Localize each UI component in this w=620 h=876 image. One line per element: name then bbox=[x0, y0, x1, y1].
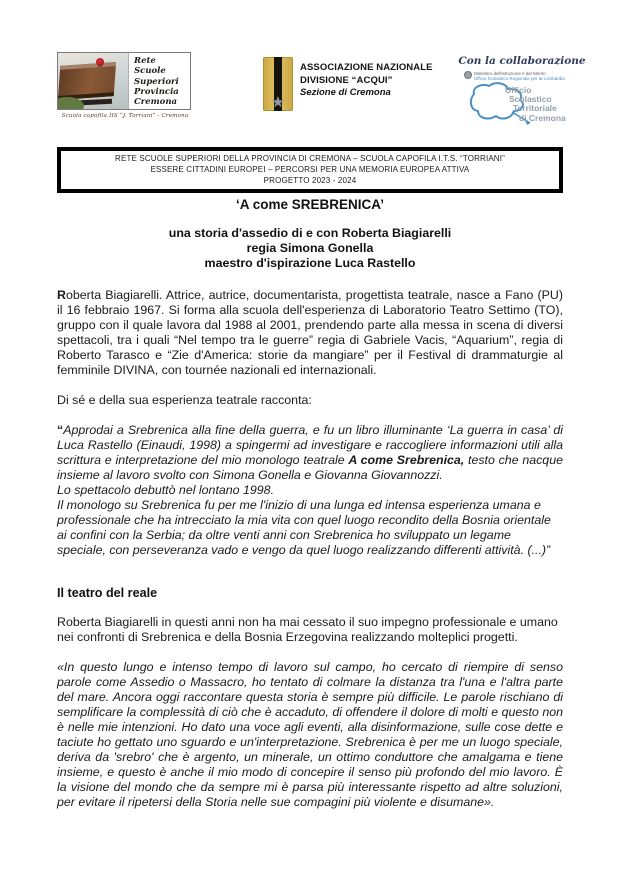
credit-line-author: una storia d'assedio di e con Roberta Biagiarelli bbox=[168, 226, 452, 240]
quote1-paragraph2: Lo spettacolo debuttò nel lontano 1998. bbox=[57, 483, 275, 497]
train-wagon-shape bbox=[58, 62, 116, 100]
quote-block-1 bbox=[57, 423, 563, 558]
grass-shape bbox=[58, 97, 84, 109]
acqui-flag-icon bbox=[263, 57, 293, 111]
document-body bbox=[57, 197, 563, 825]
quote1-title-bold: A come Srebrenica, bbox=[348, 453, 465, 467]
rete-scuole-caption: Scuola capofila IIS “J. Torriani” - Cremona bbox=[61, 113, 189, 119]
acqui-line1: ASSOCIAZIONE NAZIONALE bbox=[300, 62, 433, 73]
collaboration-label: Con la collaborazione bbox=[458, 55, 586, 67]
acqui-line2: DIVISIONE “ACQUI” bbox=[300, 74, 393, 86]
rete-scuole-logo bbox=[57, 52, 191, 110]
banner-line1: RETE SCUOLE SUPERIORI DELLA PROVINCIA DI CREMONA – SCUOLA CAPOFILA I.T.S. “TORRIANI” bbox=[115, 154, 505, 163]
bio-text: oberta Biagiarelli. Attrice, autrice, documentarista, progettista teatrale, nasce a Fano (PU) il 16 febbraio 1967. Si forma alla scuola dell'esperienza di Laboratorio Teatro Settimo (TO), gruppo con il quale lavora dal 1988 al 2001, prendendo parte alla messa in scena di diversi spettacoli, tra i quali “Nel tempo tra le guerre” regia di Gabriele Vacis, “Aquarium”, regia di Roberto Tarasco e “Zie d'America: storie da mangiare” per il Festival di drammaturgie al femminile DIVINA, con tournée nazionali ed internazionali. bbox=[57, 288, 563, 377]
rete-line: Provincia bbox=[134, 86, 179, 97]
projects-paragraph: Roberta Biagiarelli in questi anni non ha mai cessato il suo impegno professionale e umano nei confronti di Srebrenica e della Bosnia Erzegovina realizzando molteplici progetti. bbox=[57, 615, 558, 644]
credit-line-inspiration: maestro d'ispirazione Luca Rastello bbox=[204, 256, 416, 270]
ministry-line1: Ministero dell'Istruzione e del Merito bbox=[474, 71, 546, 76]
ust-line: di Cremona bbox=[519, 112, 566, 123]
rete-line: Scuole bbox=[134, 66, 166, 77]
rete-line: Cremona bbox=[134, 97, 178, 108]
acqui-line3: Sezione di Cremona bbox=[300, 87, 391, 98]
red-flower-icon bbox=[96, 58, 104, 66]
page-title: ‘A come SREBRENICA’ bbox=[235, 197, 385, 212]
project-banner bbox=[57, 147, 563, 193]
ust-line: Scolastico bbox=[509, 94, 552, 105]
intro-line: Di sé e della sua esperienza teatrale racconta: bbox=[57, 393, 312, 407]
quote1-paragraph1 bbox=[57, 423, 563, 483]
section-heading: Il teatro del reale bbox=[57, 586, 158, 600]
credit-line-director: regia Simona Gonella bbox=[246, 241, 374, 255]
train-wagon-photo bbox=[58, 53, 129, 109]
quote1-part2: testo che nacque insieme al lavoro svolto con Simona Gonella e Giovanna Giovannozzi. bbox=[57, 453, 563, 482]
bio-paragraph bbox=[57, 288, 563, 378]
acqui-logo-text bbox=[300, 62, 433, 100]
ust-line: Ufficio bbox=[505, 85, 532, 95]
quote-block-2: «In questo lungo e intenso tempo di lavoro sul campo, ho cercato di riempire di senso parole come Assedio o Massacro, ho tentato di colmare la distanza tra l'una e l'altra parte del mare. Ancora oggi raccontare questa storia è sempre più difficile. Le parole rischiano di semplificare la complessità di ciò che è accaduto, di offendere il dolore di molti e questo non è nelle mie intenzioni. Ho dato una voce agli eventi, alla disinformazione, sulle cose dette e taciute ho gettato uno sguardo e un'interpretazione. Srebrenica è per me un luogo speciale, deriva da 'srebro' che è argento, un minerale, un ottimo conduttore che amalgama e tiene insieme, e questo è anche il mio modo di concepire il senso più profondo del mio lavoro. È la visione del mondo che da sempre mi è parsa più interessante rispetto ad altre soluzioni, per evitare il ripetersi della Storia nelle sue compagini più violente e disumane». bbox=[57, 660, 563, 809]
banner-line3: PROGETTO 2023 - 2024 bbox=[263, 176, 357, 185]
rete-line: Superiori bbox=[134, 76, 179, 87]
bio-lead-capital: R bbox=[57, 288, 66, 302]
quote1-part1: Approdai a Srebrenica alla fine della guerra, e fu un libro illuminante ‘La guerra in casa’ di Luca Rastello (Einaudi, 1998) a spingermi ad investigare e raccogliere informazioni utili alla scrittura e interpretazione del mio monologo teatrale bbox=[57, 423, 563, 467]
rete-scuole-wordmark bbox=[129, 53, 190, 109]
quote-open-mark: “ bbox=[57, 423, 64, 437]
star-icon: ★ bbox=[271, 94, 285, 111]
rete-line: Rete bbox=[134, 56, 156, 66]
credits-block bbox=[57, 226, 563, 271]
ust-cremona-label bbox=[505, 86, 566, 123]
ministry-line2: Ufficio Scolastico Regionale per la Lombardia bbox=[474, 76, 565, 82]
ust-line: Territoriale bbox=[513, 103, 557, 114]
quote1-paragraph3: Il monologo su Srebrenica fu per me l'inizio di una lunga ed intensa esperienza umana e professionale che ha intrecciato la mia vita con quel luogo recondito della Bosnia orientale ai confini con la Serbia; da oltre venti anni con Srebrenica ho sviluppato un legame speciale, con perseveranza vado e vengo da quel luogo realizzando differenti attività. (...)” bbox=[57, 498, 551, 557]
banner-line2: ESSERE CITTADINI EUROPEI – PERCORSI PER UNA MEMORIA EUROPEA ATTIVA bbox=[150, 165, 470, 174]
